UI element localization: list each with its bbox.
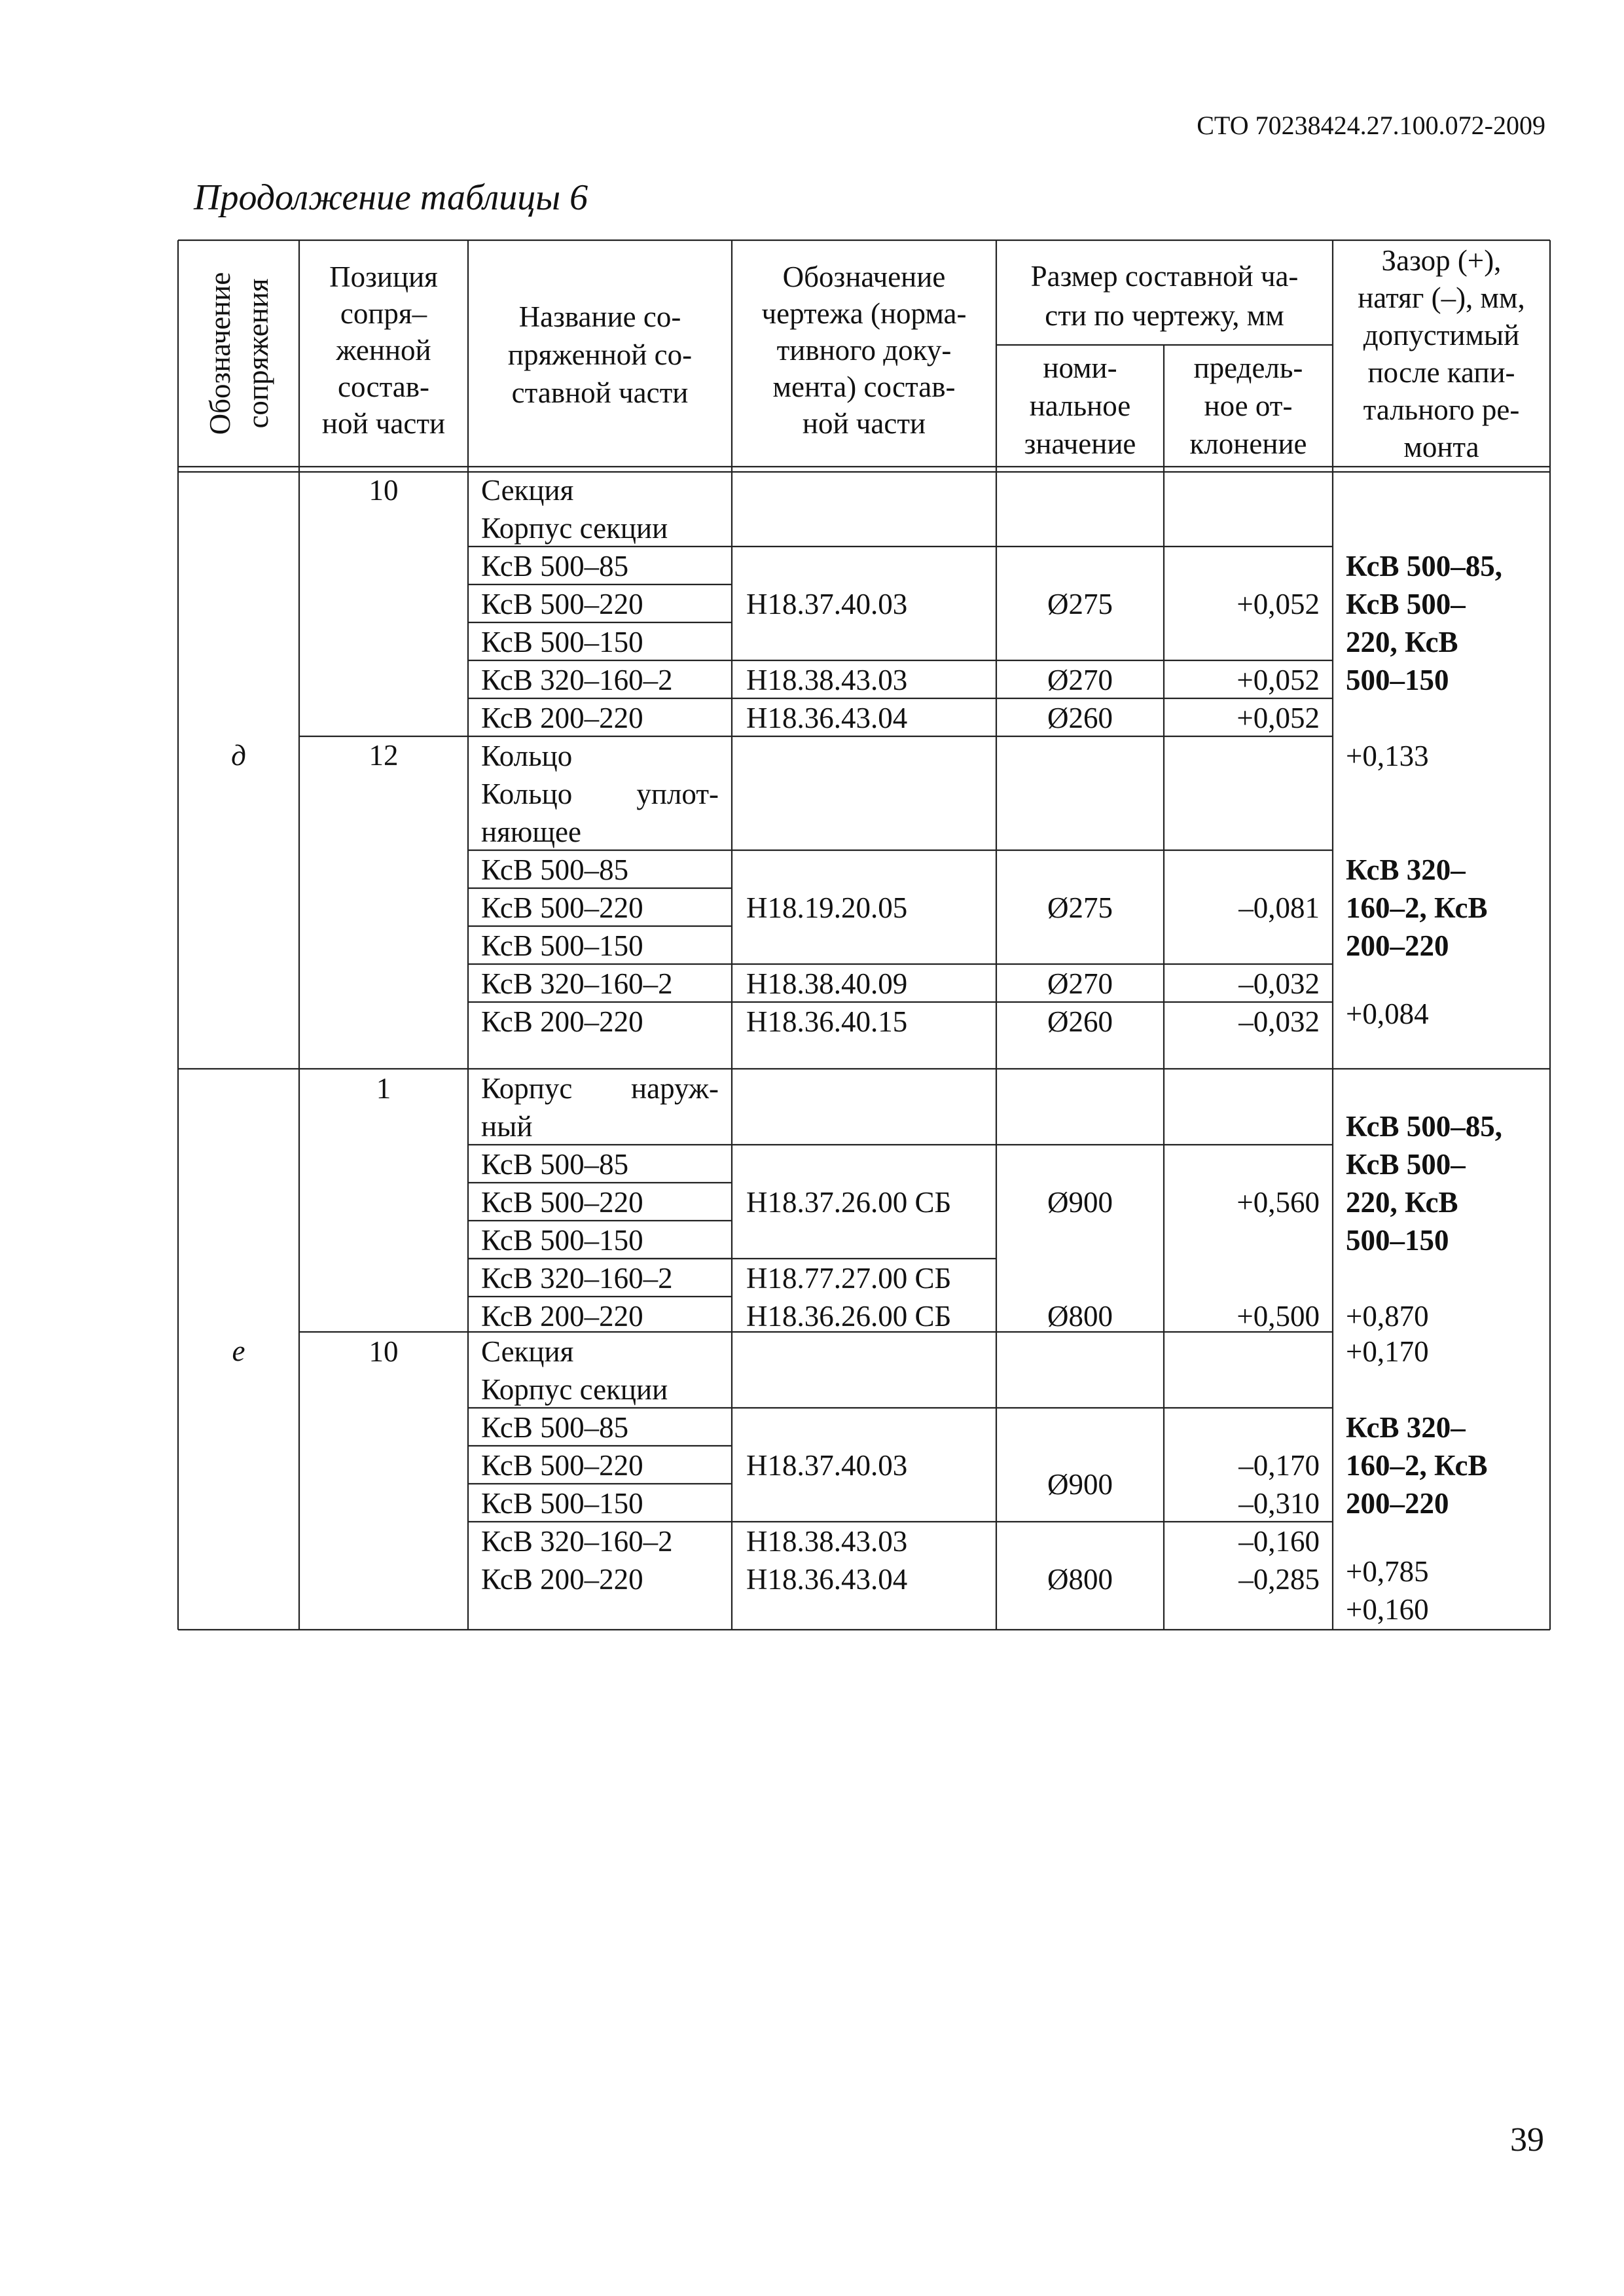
deviation-value: –0,032 [1238,1005,1320,1038]
part-name: КсВ 500–85 [481,1411,629,1444]
position-10-e: 10 [369,1335,399,1368]
table-caption: Продолжение таблицы 6 [194,177,588,218]
part-name: КсВ 320–160–2 [481,1262,673,1295]
header-deviation: предель- ное от- клонение [1189,351,1307,460]
header-part-name: Название со- пряженной со- ставной части [507,300,693,409]
part-name: КсВ 500–150 [481,626,643,658]
clearance-value: +0,084 [1346,997,1429,1030]
nominal-value: Ø260 [1047,702,1113,734]
position-10-d: 10 [369,474,399,507]
drawing-code: Н18.38.43.03 [746,1525,908,1558]
deviation-value: –0,285 [1238,1563,1320,1596]
deviation-value: +0,052 [1236,702,1320,734]
header-drawing: Обозначение чертежа (норма- тивного доку- мента) состав- ной части [761,260,967,440]
drawing-code: Н18.36.43.04 [746,702,908,734]
nominal-value: Ø270 [1047,967,1113,1000]
clearance-value: +0,160 [1346,1593,1429,1626]
deviation-value: –0,170 [1238,1449,1320,1482]
drawing-code: Н18.36.40.15 [746,1005,908,1038]
part-name: Корпус секции [481,1373,668,1406]
nominal-value: Ø900 [1047,1468,1113,1501]
nominal-value: Ø270 [1047,664,1113,696]
part-name: КсВ 500–150 [481,1487,643,1520]
clearance-value: +0,170 [1346,1335,1429,1368]
part-name: КсВ 500–85 [481,853,629,886]
deviation-value: –0,310 [1238,1487,1320,1520]
clearance-value: +0,133 [1346,740,1429,772]
part-name: КсВ 320–160–2 [481,664,673,696]
part-name: КсВ 320–160–2 [481,1525,673,1558]
part-name: КсВ 320–160–2 [481,967,673,1000]
part-name: КсВ 200–220 [481,1005,643,1038]
deviation-value: +0,052 [1236,664,1320,696]
deviation-value: +0,560 [1236,1186,1320,1219]
mating-label-e: е [232,1335,245,1367]
header-size: Размер составной ча- сти по чертежу, мм [1030,260,1299,332]
nominal-value: Ø800 [1047,1563,1113,1596]
clearance-models: КсВ 320– 160–2, КсВ 200–220 [1346,1411,1488,1520]
mating-label-d: д [231,739,246,772]
drawing-code: Н18.19.20.05 [746,891,908,924]
drawing-code: Н18.37.26.00 СБ [746,1186,952,1219]
clearance-value: +0,785 [1346,1555,1429,1588]
nominal-value: Ø900 [1047,1186,1113,1219]
document-code: СТО 70238424.27.100.072-2009 [1197,111,1545,140]
part-name: КсВ 500–220 [481,891,643,924]
header-nominal: номи- нальное значение [1024,351,1136,460]
header-position: Позиция сопря– женной состав- ной части [321,260,446,440]
part-name: Секция [481,474,574,507]
deviation-value: –0,160 [1238,1525,1320,1558]
drawing-code: Н18.36.26.00 СБ [746,1300,952,1333]
position-12-d: 12 [369,739,399,772]
nominal-value: Ø275 [1047,891,1113,924]
clearance-value: +0,870 [1346,1300,1429,1333]
part-name: КсВ 200–220 [481,702,643,734]
clearance-models: КсВ 500–85, КсВ 500– 220, КсВ 500–150 [1346,550,1502,696]
deviation-value: –0,081 [1238,891,1320,924]
position-1-e: 1 [376,1072,391,1105]
part-name: КсВ 500–220 [481,588,643,620]
part-name: КсВ 200–220 [481,1563,643,1596]
deviation-value: +0,500 [1236,1300,1320,1333]
part-name: КсВ 500–220 [481,1186,643,1219]
drawing-code: Н18.36.43.04 [746,1563,908,1596]
part-name: КсВ 500–85 [481,550,629,583]
part-name: Кольцо [481,740,573,772]
drawing-code: Н18.77.27.00 СБ [746,1262,952,1295]
part-name: КсВ 500–150 [481,929,643,962]
nominal-value: Ø275 [1047,588,1113,620]
drawing-code: Н18.38.40.09 [746,967,908,1000]
part-name: няющее [481,816,581,848]
deviation-value: +0,052 [1236,588,1320,620]
part-name: КсВ 200–220 [481,1300,643,1333]
nominal-value: Ø800 [1047,1300,1113,1333]
part-name: Корпус секции [481,512,668,545]
part-name: КсВ 500–85 [481,1148,629,1181]
drawing-code: Н18.37.40.03 [746,1449,908,1482]
part-name: Корпус наруж- [481,1072,719,1105]
nominal-value: Ø260 [1047,1005,1113,1038]
part-name: ный [481,1110,533,1143]
part-name: Секция [481,1335,574,1368]
clearance-models: КсВ 320– 160–2, КсВ 200–220 [1346,853,1488,962]
part-name: КсВ 500–150 [481,1224,643,1257]
header-clearance: Зазор (+), натяг (–), мм, допустимый после капи- тального ре- монта [1358,244,1525,463]
deviation-value: –0,032 [1238,967,1320,1000]
page-number: 39 [1510,2121,1544,2159]
drawing-code: Н18.38.43.03 [746,664,908,696]
header-mating-designation: Обозначение сопряжения [204,272,274,435]
part-name: Кольцо уплот- [481,778,719,810]
drawing-code: Н18.37.40.03 [746,588,908,620]
clearance-models: КсВ 500–85, КсВ 500– 220, КсВ 500–150 [1346,1110,1502,1257]
part-name: КсВ 500–220 [481,1449,643,1482]
